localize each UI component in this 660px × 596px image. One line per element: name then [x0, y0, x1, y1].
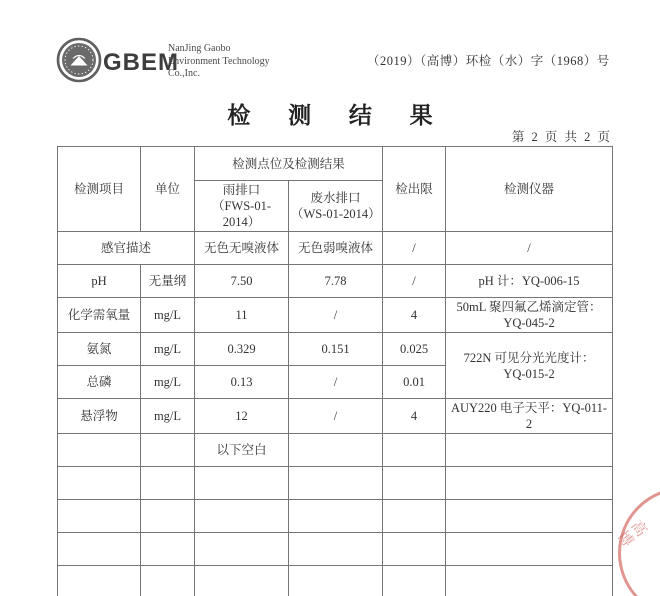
empty-cell — [58, 566, 141, 596]
col-header-points-group: 检测点位及检测结果 — [195, 147, 383, 181]
cell-limit: 0.01 — [383, 366, 446, 399]
results-table — [57, 146, 613, 596]
rain-outlet-code: （FWS-01-2014） — [211, 199, 272, 229]
empty-cell — [141, 533, 195, 566]
empty-cell — [141, 434, 195, 467]
document-number: （2019）（高博）环检（水）字（1968）号 — [367, 54, 610, 68]
blank-below-note: 以下空白 — [195, 434, 289, 467]
instrument-line2: YQ-045-2 — [503, 316, 555, 330]
empty-cell — [58, 467, 141, 500]
cell-limit: / — [383, 265, 446, 298]
col-header-detection-limit: 检出限 — [383, 147, 446, 232]
empty-cell — [195, 533, 289, 566]
cell-waste-value: / — [289, 298, 383, 333]
cell-unit: mg/L — [141, 333, 195, 366]
empty-cell — [383, 533, 446, 566]
empty-cell — [446, 533, 613, 566]
empty-cell — [58, 500, 141, 533]
empty-cell — [141, 467, 195, 500]
instrument-line1: 50mL 聚四氟乙烯滴定管： — [456, 300, 602, 314]
company-seal-logo-icon — [56, 37, 102, 83]
cell-rain-value: 0.329 — [195, 333, 289, 366]
empty-cell — [58, 434, 141, 467]
company-logo-text: GBEM — [103, 49, 179, 76]
cell-item: 总磷 — [58, 366, 141, 399]
cell-waste-value: / — [289, 399, 383, 434]
empty-cell — [195, 467, 289, 500]
cell-unit: 无量纲 — [141, 265, 195, 298]
empty-cell — [195, 500, 289, 533]
cell-unit: mg/L — [141, 366, 195, 399]
empty-cell — [289, 566, 383, 596]
table-row-cod — [58, 298, 613, 333]
cell-limit: / — [383, 232, 446, 265]
company-name-line2: Environment Technology — [168, 55, 270, 67]
col-header-instrument: 检测仪器 — [446, 147, 613, 232]
cell-unit: mg/L — [141, 399, 195, 434]
cell-waste-value: 7.78 — [289, 265, 383, 298]
cell-instrument: AUY220 电子天平：YQ-011-2 — [446, 399, 613, 434]
cell-waste-value: / — [289, 366, 383, 399]
instrument-line1: 722N 可见分光光度计： — [463, 350, 595, 365]
empty-cell — [141, 566, 195, 596]
empty-cell — [383, 467, 446, 500]
empty-cell — [446, 500, 613, 533]
table-row-ammonia — [58, 333, 613, 366]
empty-cell — [383, 566, 446, 596]
cell-instrument: / — [446, 232, 613, 265]
empty-cell — [289, 467, 383, 500]
header-row-top — [58, 147, 613, 181]
empty-cell — [446, 566, 613, 596]
cell-limit: 0.025 — [383, 333, 446, 366]
empty-cell — [58, 533, 141, 566]
empty-cell — [141, 500, 195, 533]
col-header-rain-outlet — [195, 181, 289, 232]
cell-rain-value: 无色无嗅液体 — [195, 232, 289, 265]
page-number: 第 2 页 共 2 页 — [511, 130, 612, 144]
table-row-empty — [58, 533, 613, 566]
cell-item: 感官描述 — [58, 232, 195, 265]
cell-rain-value: 12 — [195, 399, 289, 434]
table-row-blank-note — [58, 434, 613, 467]
cell-rain-value: 0.13 — [195, 366, 289, 399]
table-row-empty — [58, 566, 613, 596]
waste-outlet-code: （WS-01-2014） — [291, 207, 381, 221]
col-header-item: 检测项目 — [58, 147, 141, 232]
empty-cell — [383, 500, 446, 533]
instrument-line2: YQ-015-2 — [503, 366, 555, 381]
cell-limit: 4 — [383, 298, 446, 333]
company-name-line1: NanJing Gaobo — [168, 43, 231, 54]
cell-item: pH — [58, 265, 141, 298]
table-row-empty — [58, 467, 613, 500]
rain-outlet-name: 雨排口 — [222, 183, 261, 197]
cell-item: 悬浮物 — [58, 399, 141, 434]
cell-waste-value: 无色弱嗅液体 — [289, 232, 383, 265]
company-name-line3: Co.,Inc. — [168, 68, 200, 79]
cell-item: 化学需氧量 — [58, 298, 141, 333]
cell-limit: 4 — [383, 399, 446, 434]
cell-instrument — [446, 298, 613, 333]
table-row-empty — [58, 500, 613, 533]
empty-cell — [289, 434, 383, 467]
empty-cell — [195, 566, 289, 596]
table-row-sensory — [58, 232, 613, 265]
waste-outlet-name: 废水排口 — [310, 191, 361, 205]
empty-cell — [383, 434, 446, 467]
empty-cell — [289, 500, 383, 533]
company-name — [168, 43, 270, 81]
table-row-ph — [58, 265, 613, 298]
cell-waste-value: 0.151 — [289, 333, 383, 366]
col-header-unit: 单位 — [141, 147, 195, 232]
empty-cell — [446, 467, 613, 500]
cell-instrument — [446, 333, 613, 399]
red-seal-stamp-text: 高博 — [612, 515, 650, 550]
empty-cell — [289, 533, 383, 566]
empty-cell — [446, 434, 613, 467]
cell-unit: mg/L — [141, 298, 195, 333]
col-header-waste-outlet — [289, 181, 383, 232]
table-row-suspended-solids — [58, 399, 613, 434]
cell-instrument: pH 计：YQ-006-15 — [446, 265, 613, 298]
page-title: 检 测 结 果 — [227, 103, 449, 128]
cell-rain-value: 7.50 — [195, 265, 289, 298]
cell-item: 氨氮 — [58, 333, 141, 366]
cell-rain-value: 11 — [195, 298, 289, 333]
